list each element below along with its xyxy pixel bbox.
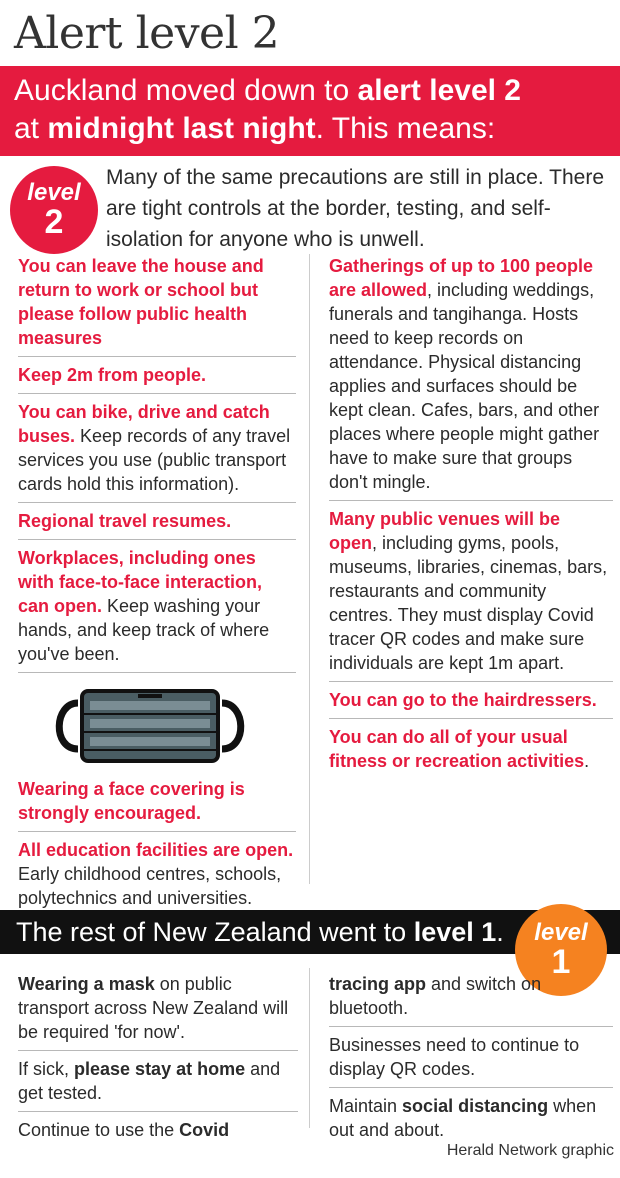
item-bold: social distancing [402,1096,549,1116]
list-item [329,972,613,1027]
column-divider [309,968,310,1128]
banner-bold: midnight last night [47,112,316,145]
item-text: and switch on bluetooth. [329,974,542,1018]
bar-bold: level 1 [413,917,497,947]
banner-bold: alert level 2 [357,74,521,107]
list-item [18,363,296,394]
alert-banner [0,66,620,156]
item-text: on public transport across New Zealand will be required 'for now'. [18,974,289,1042]
badge-word: level [27,179,81,206]
item-heading: You can go to the hairdressers. [329,690,597,710]
list-item [329,1033,613,1088]
badge-number: 2 [44,203,64,241]
item-heading: Workplaces, including ones with face-to-face interaction, can open. [18,548,263,616]
bar-text: The rest of New Zealand went to [16,917,414,947]
item-text: Early childhood centres, schools, polytechnics and universities. [18,864,282,908]
item-text: when out and about. [329,1096,597,1140]
list-item [18,777,296,832]
item-heading: Keep 2m from people. [18,365,207,385]
item-text: , including weddings, funerals and tangihanga. Hosts need to keep records on attendance. Physical distancing applies and surfaces should be kept clean. Cafes, bars, and other places where people might gather have to make sure that groups don't mingle. [329,280,600,492]
list-item [18,509,296,540]
item-heading: Regional travel resumes. [18,511,232,531]
item-bold: Wearing a mask [18,974,155,994]
column-divider [309,254,310,884]
item-heading: You can leave the house and return to work or school but please follow public health measures [18,256,264,348]
badge-number: 1 [551,943,571,981]
left-column [18,254,296,922]
list-item [18,546,296,673]
list-item [329,688,613,719]
item-text: Keep washing your hands, and keep track of where you've been. [18,596,270,664]
item-heading: Wearing a face covering is strongly encouraged. [18,779,245,823]
banner-text: at [14,112,48,145]
list-item [329,1094,613,1148]
right-column [329,254,613,785]
list-item [329,725,613,779]
item-heading: All education facilities are open. [18,840,294,860]
list-item [18,838,296,916]
bar-text: . [496,917,504,947]
list-item [18,400,296,503]
item-heading: You can bike, drive and catch buses. [18,402,270,446]
item-heading: Gatherings of up to 100 people are allowed [329,256,594,300]
list-item [18,1057,298,1112]
item-text: Maintain [329,1096,403,1116]
badge-word: level [534,919,588,946]
item-text: . [584,751,590,771]
level-1-left-column [18,972,298,1154]
item-text: Businesses need to continue to display QR codes. [329,1035,580,1079]
banner-text: . This means: [315,112,496,145]
item-text: and get tested. [18,1059,281,1103]
banner-text: Auckland moved down to [14,74,358,107]
list-item [329,254,613,501]
item-text: , including gyms, pools, museums, libraries, cinemas, bars, restaurants and community centres. They must display Covid tracer QR codes and make sure individuals are kept 1m apart. [329,533,608,673]
item-text: If sick, [18,1059,75,1079]
list-item [329,507,613,682]
item-text: Continue to use the [18,1120,180,1140]
item-heading: You can do all of your usual fitness or recreation activities [329,727,585,771]
item-bold: please stay at home [74,1059,246,1079]
item-bold: Covid [179,1120,230,1140]
item-text: Keep records of any travel services you use (public transport cards hold this information). [18,426,291,494]
list-item [18,972,298,1051]
page-title: Alert level 2 [14,8,280,59]
item-heading: Many public venues will be open [329,509,561,553]
level-2-badge [10,166,98,254]
intro-text: Many of the same precautions are still in place. There are tight controls at the border, testing, and self-isolation for anyone who is unwell. [106,166,605,251]
list-item [18,254,296,357]
credit-line: Herald Network graphic [446,1142,614,1159]
item-bold: tracing app [329,974,427,994]
level-1-right-column [329,972,613,1154]
list-item [18,1118,298,1148]
face-mask-icon [50,689,250,763]
